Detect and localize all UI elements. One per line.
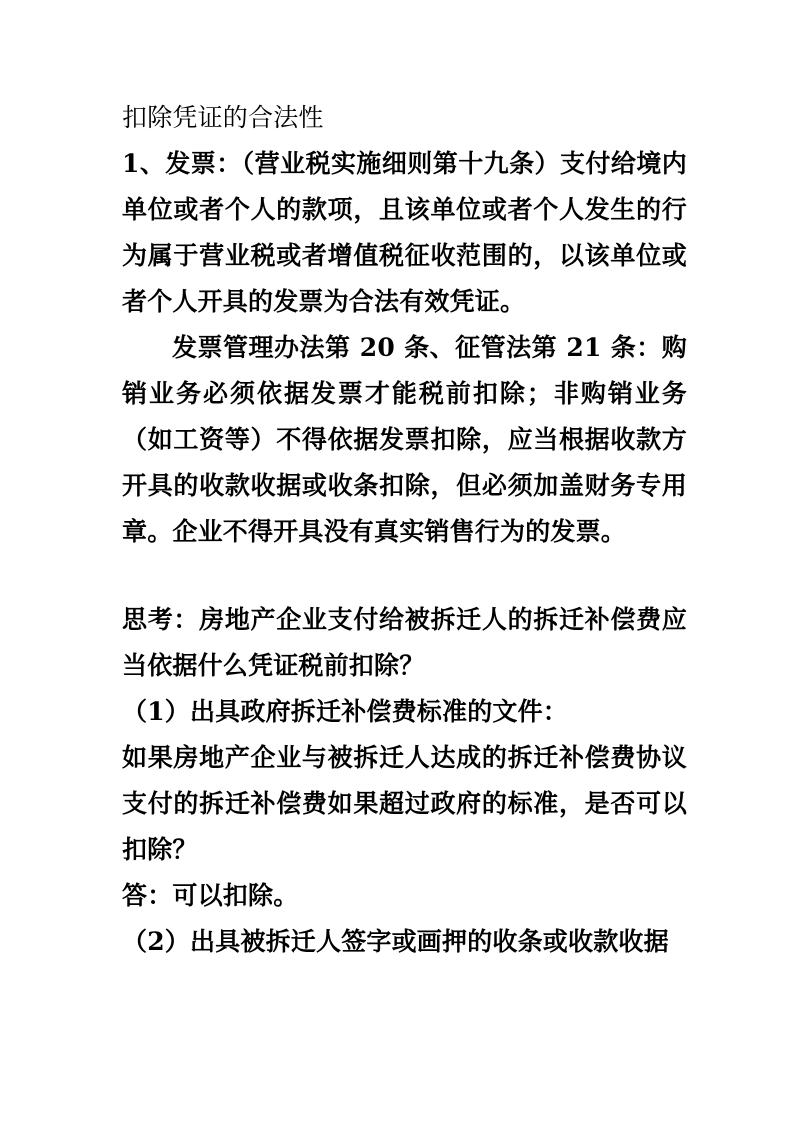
paragraph-item-2-receipt: （2）出具被拆迁人签字或画押的收条或收款收据 — [122, 927, 669, 956]
document-title-line: 扣除凭证的合法性 — [122, 103, 324, 132]
paragraph-question-demolition-compensation: 思考：房地产企业支付给被拆迁人的拆迁补偿费应当依据什么凭证税前扣除？ — [122, 605, 687, 680]
paragraph-spacer — [122, 555, 687, 597]
paragraph-invoice-management-rules: 发票管理办法第 20 条、征管法第 21 条：购销业务必须依据发票才能税前扣除；非购销业务（如工资等）不得依据发票扣除，应当根据收款方开具的收款收据或收条扣除，但必须加盖财务专用章。企业不得开具没有真实销售行为的发票。 — [122, 333, 687, 546]
paragraph-item-1-government-standard: （1）出具政府拆迁补偿费标准的文件： — [122, 697, 568, 726]
document-body — [122, 95, 687, 965]
paragraph-invoice-legality: 1、发票：（营业税实施细则第十九条）支付给境内单位或者个人的款项，且该单位或者个人发生的行为属于营业税或者增值税征收范围的，以该单位或者个人开具的发票为合法有效凭证。 — [122, 149, 687, 316]
paragraph-exceeding-standard-question: 如果房地产企业与被拆迁人达成的拆迁补偿费协议支付的拆迁补偿费如果超过政府的标准，是否可以扣除？ — [122, 743, 687, 864]
paragraph-answer-deductible: 答：可以扣除。 — [122, 881, 299, 910]
